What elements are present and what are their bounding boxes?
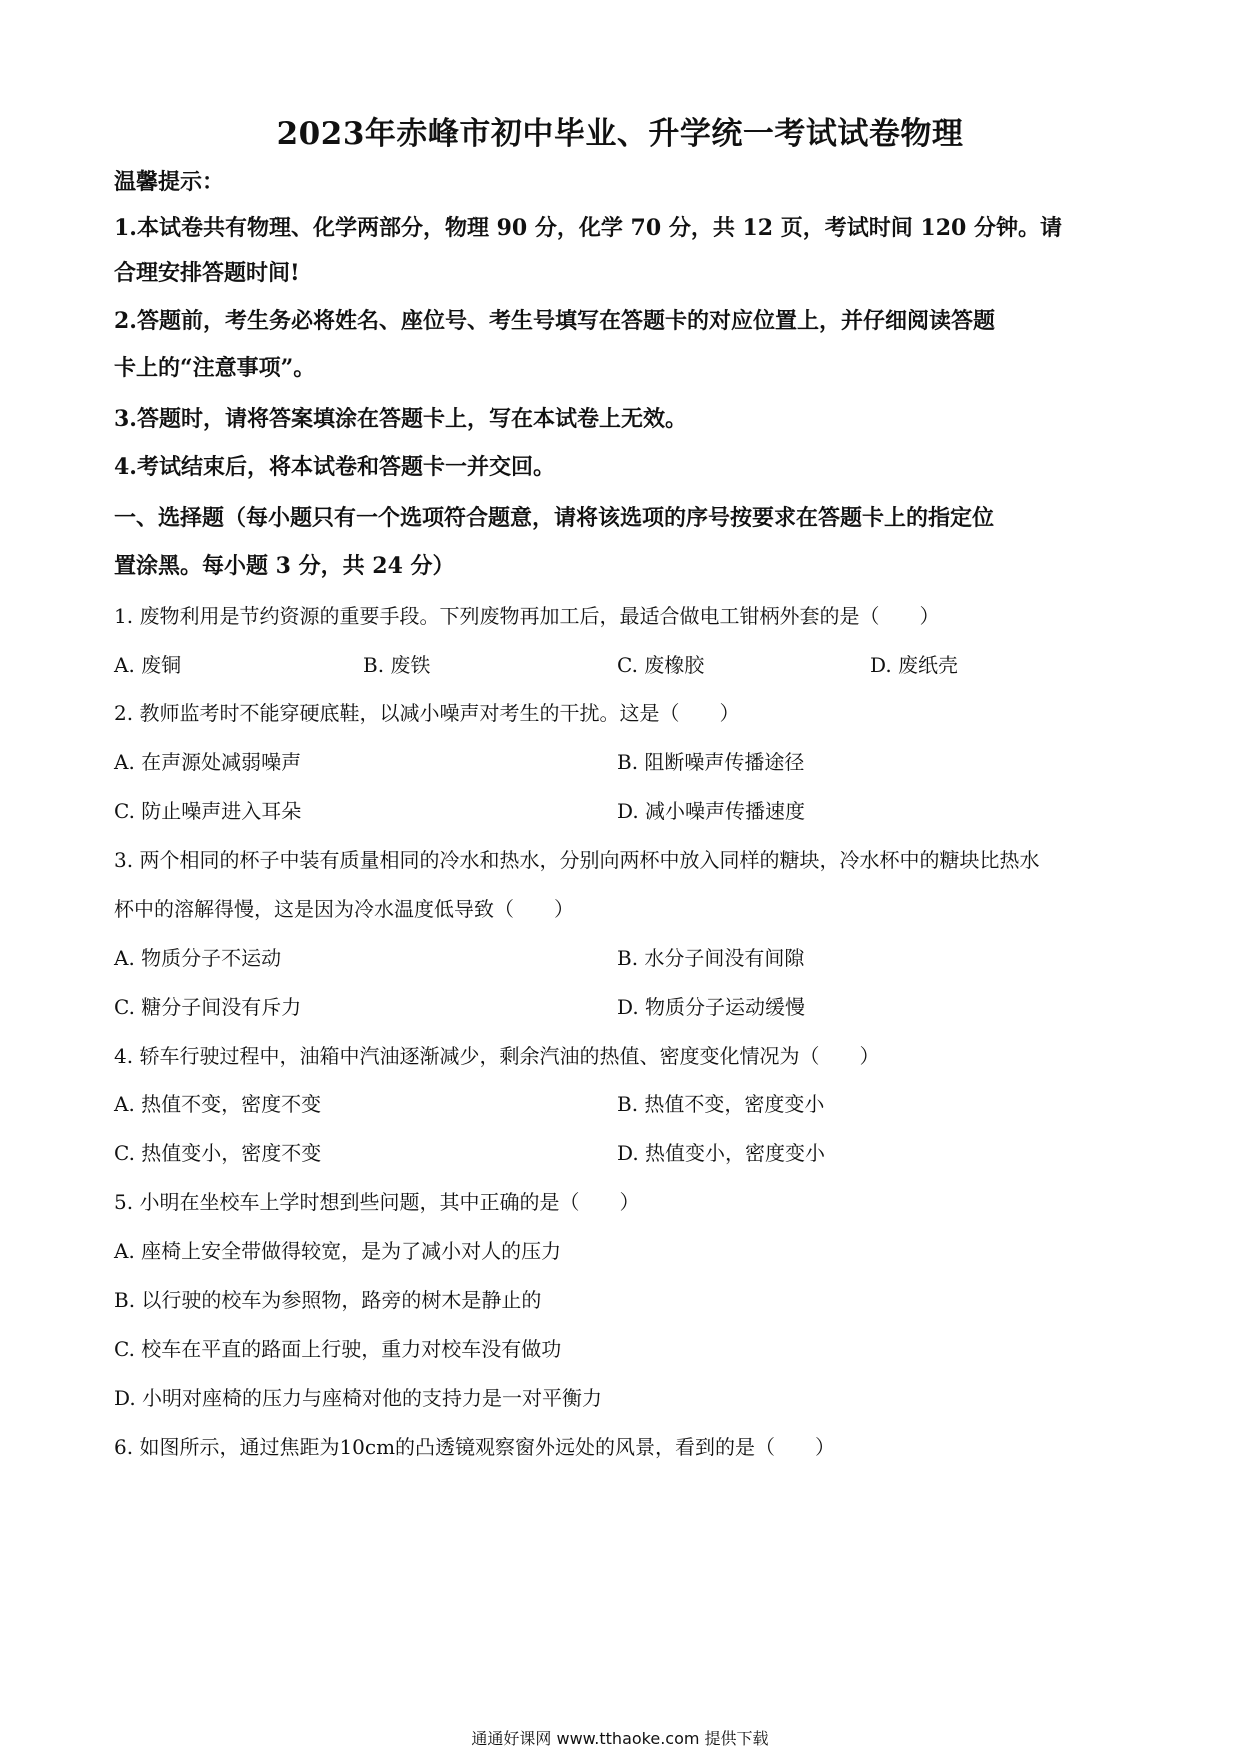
option-b: B. 废铁	[363, 653, 431, 677]
option-c: C. 废橡胶	[617, 653, 705, 677]
option-c: C. 热值变小，密度不变	[114, 1141, 322, 1165]
tip-line: 合理安排答题时间!	[114, 260, 300, 286]
option-b: B. 水分子间没有间隙	[617, 946, 805, 970]
option-a: A. 废铜	[114, 653, 182, 677]
tip-line: 1.本试卷共有物理、化学两部分，物理 90 分，化学 70 分，共 12 页，考试时间 120 分钟。请	[114, 215, 1063, 241]
question-stem: 4. 轿车行驶过程中，油箱中汽油逐渐减少，剩余汽油的热值、密度变化情况为（ ）	[114, 1044, 880, 1068]
option-a: A. 座椅上安全带做得较宽，是为了减小对人的压力	[114, 1239, 562, 1263]
question-stem: 5. 小明在坐校车上学时想到些问题，其中正确的是（ ）	[114, 1190, 640, 1214]
section-heading: 一、选择题（每小题只有一个选项符合题意，请将该选项的序号按要求在答题卡上的指定位	[114, 505, 995, 531]
option-c: C. 防止噪声进入耳朵	[114, 799, 302, 823]
section-heading: 置涂黑。每小题 3 分，共 24 分）	[114, 553, 455, 579]
option-d: D. 废纸壳	[870, 653, 959, 677]
option-d: D. 小明对座椅的压力与座椅对他的支持力是一对平衡力	[114, 1386, 603, 1410]
question-stem: 2. 教师监考时不能穿硬底鞋，以减小噪声对考生的干扰。这是（ ）	[114, 701, 740, 725]
option-c: C. 糖分子间没有斥力	[114, 995, 302, 1019]
page-title: 2023年赤峰市初中毕业、升学统一考试试卷物理	[276, 116, 964, 152]
tip-line: 3.答题时，请将答案填涂在答题卡上，写在本试卷上无效。	[114, 406, 687, 432]
option-d: D. 热值变小，密度变小	[617, 1141, 826, 1165]
tip-line: 卡上的“注意事项”。	[114, 355, 316, 381]
option-c: C. 校车在平直的路面上行驶，重力对校车没有做功	[114, 1337, 562, 1361]
question-stem: 6. 如图所示，通过焦距为10cm的凸透镜观察窗外远处的风景，看到的是（ ）	[114, 1435, 836, 1459]
option-b: B. 热值不变，密度变小	[617, 1092, 825, 1116]
question-stem: 3. 两个相同的杯子中装有质量相同的冷水和热水，分别向两杯中放入同样的糖块，冷水杯中的糖块比热水	[114, 848, 1040, 872]
tip-line: 2.答题前，考生务必将姓名、座位号、考生号填写在答题卡的对应位置上，并仔细阅读答题	[114, 308, 995, 334]
option-a: A. 在声源处减弱噪声	[114, 750, 302, 774]
option-b: B. 阻断噪声传播途径	[617, 750, 805, 774]
question-stem: 1. 废物利用是节约资源的重要手段。下列废物再加工后，最适合做电工钳柄外套的是（ ）	[114, 604, 940, 628]
page-footer: 通通好课网 www.tthaoke.com 提供下载	[471, 1729, 769, 1748]
tips-heading: 温馨提示：	[114, 169, 225, 195]
question-stem: 杯中的溶解得慢，这是因为冷水温度低导致（ ）	[114, 897, 574, 921]
option-b: B. 以行驶的校车为参照物，路旁的树木是静止的	[114, 1288, 542, 1312]
option-a: A. 热值不变，密度不变	[114, 1092, 322, 1116]
option-d: D. 减小噪声传播速度	[617, 799, 806, 823]
tip-line: 4.考试结束后，将本试卷和答题卡一并交回。	[114, 454, 555, 480]
option-a: A. 物质分子不运动	[114, 946, 282, 970]
option-d: D. 物质分子运动缓慢	[617, 995, 806, 1019]
